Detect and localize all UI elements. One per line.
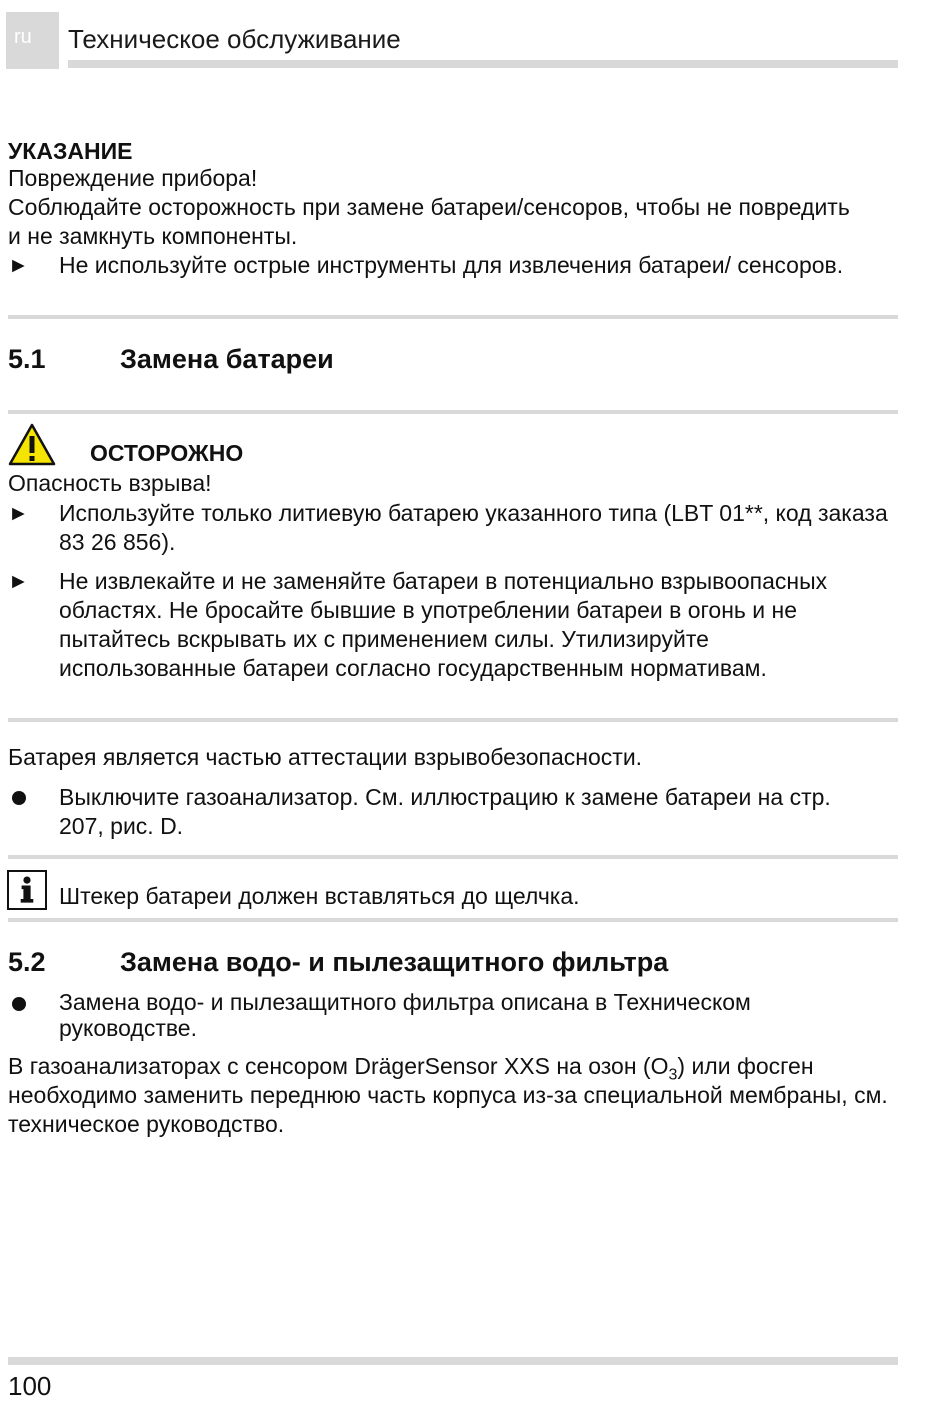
notice-heading: УКАЗАНИЕ: [8, 138, 133, 164]
notice-bullet: Не используйте острые инструменты для извлечения батареи/ сенсоров.: [59, 252, 844, 278]
language-badge: ru: [6, 12, 59, 69]
caution-subtitle: Опасность взрыва!: [8, 470, 212, 496]
section-title: Замена батареи: [120, 344, 334, 374]
info-icon: [7, 870, 47, 910]
caution-bullet: Используйте только литиевую батарею указанного типа (LBT 01**, код заказа 83 26 856).: [59, 500, 888, 555]
bullet-dot-icon: [12, 997, 26, 1011]
caution-heading: ОСТОРОЖНО: [90, 440, 244, 466]
triangle-right-icon: ►: [8, 254, 29, 277]
warning-triangle-icon: [8, 423, 56, 466]
notice-text: Соблюдайте осторожность при замене батареи/сенсоров, чтобы не повредить и не замкнуть компоненты.: [8, 194, 850, 249]
battery-step: Выключите газоанализатор. См. иллюстрацию к замене батареи на стр. 207, рис. D.: [59, 784, 831, 839]
notice-subtitle: Повреждение прибора!: [8, 165, 258, 191]
divider: [8, 315, 898, 319]
section-title: Замена водо- и пылезащитного фильтра: [120, 947, 669, 977]
page-number: 100: [8, 1371, 52, 1401]
battery-text: Батарея является частью аттестации взрывобезопасности.: [8, 744, 643, 770]
page-title: Техническое обслуживание: [68, 24, 401, 54]
divider: [8, 855, 898, 859]
divider: [8, 410, 898, 414]
caution-bullet: Не извлекайте и не заменяйте батареи в потенциально взрывоопасных областях. Не бросайте бывшие в употреблении батареи в огонь и не пытайтесь вскрывать их с применением силы. Утилизируйте использованные батареи согласно государственным нормативам.: [59, 568, 828, 681]
triangle-right-icon: ►: [8, 570, 29, 593]
footer-rule: [8, 1357, 898, 1365]
divider: [8, 718, 898, 722]
filter-paragraph: В газоанализаторах с сенсором DrägerSensor XXS на озон $(O_3)$ или фосген необходимо заменить переднюю часть корпуса из-за специальной мембраны, см. техническое руководство.: [8, 1053, 888, 1137]
divider: [8, 918, 898, 922]
triangle-right-icon: ►: [8, 502, 29, 525]
section-number: 5.1: [8, 344, 46, 374]
filter-step: Замена водо- и пылезащитного фильтра описана в Техническом руководстве.: [59, 989, 751, 1041]
info-text: Штекер батареи должен вставляться до щелчка.: [59, 883, 580, 909]
bullet-dot-icon: [12, 791, 26, 805]
header-rule: [68, 60, 898, 68]
section-number: 5.2: [8, 947, 46, 977]
